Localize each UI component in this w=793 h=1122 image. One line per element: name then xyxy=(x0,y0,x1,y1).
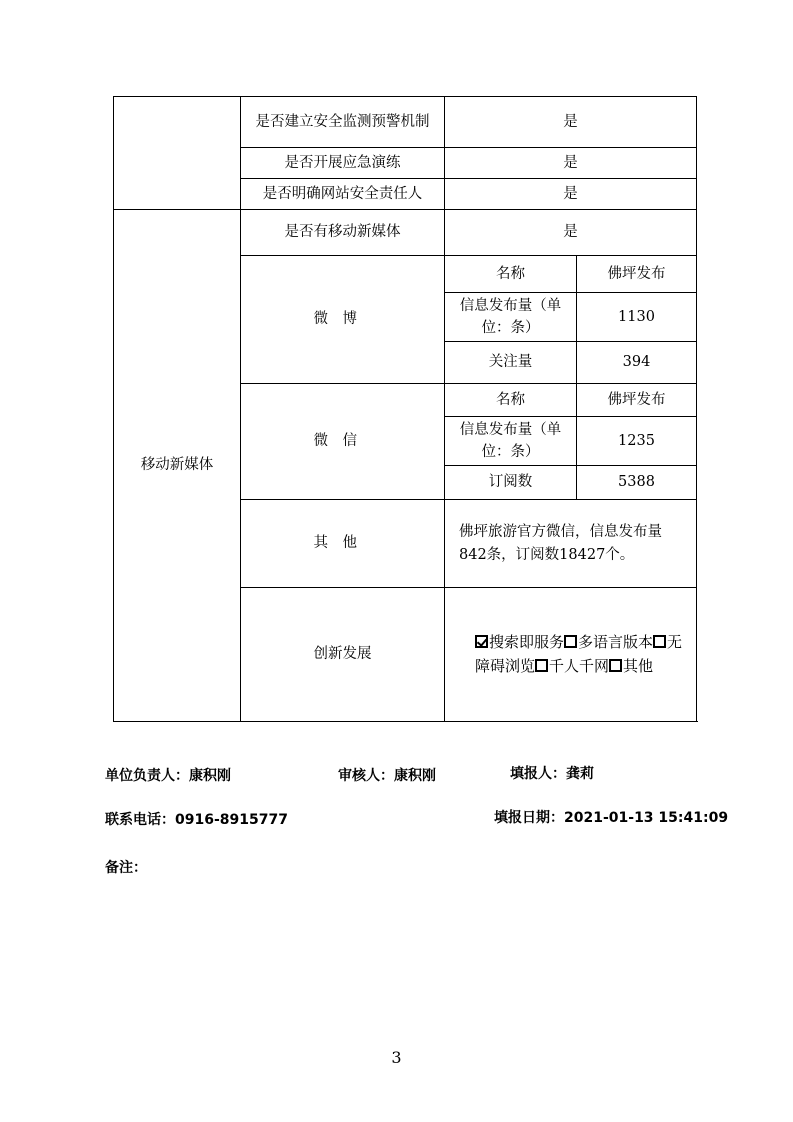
checkbox-label-5: 其他 xyxy=(623,656,654,675)
other-label: 其他 xyxy=(241,500,445,588)
weibo-name-value: 佛坪发布 xyxy=(577,256,697,293)
reviewer: 审核人：康积刚 xyxy=(338,768,436,784)
page-number: 3 xyxy=(391,1048,402,1067)
weibo-follow-label: 关注量 xyxy=(445,342,577,384)
weixin-label: 微信 xyxy=(241,384,445,500)
weibo-name-label: 名称 xyxy=(445,256,577,293)
checkbox-label-1: 搜索即服务 xyxy=(489,633,565,652)
weibo-count-label: 信息发布量（单位：条） xyxy=(445,293,577,342)
media-section-label: 移动新媒体 xyxy=(114,210,241,722)
monitor-value: 是 xyxy=(445,97,697,148)
weixin-name-label: 名称 xyxy=(445,384,577,417)
security-section-cell xyxy=(114,97,241,210)
other-value: 佛坪旅游官方微信，信息发布量842条，订阅数18427个。 xyxy=(445,500,697,588)
checkbox-label-2: 多语言版本 xyxy=(578,633,654,652)
filler: 填报人：龚莉 xyxy=(510,766,594,782)
drill-label: 是否开展应急演练 xyxy=(241,148,445,179)
fill-date: 填报日期：2021-01-13 15:41:09 xyxy=(494,810,729,826)
checkbox-3[interactable] xyxy=(653,635,666,648)
unit-head: 单位负责人：康积刚 xyxy=(105,768,231,784)
innovation-options xyxy=(445,588,697,722)
checkbox-1[interactable] xyxy=(475,635,488,648)
weixin-count-label: 信息发布量（单位：条） xyxy=(445,417,577,466)
checkbox-label-4: 千人千网 xyxy=(549,656,610,675)
checkbox-5[interactable] xyxy=(609,659,622,672)
checkbox-label-3: 无障碍浏览 xyxy=(475,633,683,675)
weibo-follow-value: 394 xyxy=(577,342,697,384)
has-media-label: 是否有移动新媒体 xyxy=(241,210,445,256)
weibo-count-value: 1130 xyxy=(577,293,697,342)
checkbox-2[interactable] xyxy=(564,635,577,648)
weixin-count-value: 1235 xyxy=(577,417,697,466)
drill-value: 是 xyxy=(445,148,697,179)
checkbox-4[interactable] xyxy=(535,659,548,672)
weixin-sub-label: 订阅数 xyxy=(445,466,577,500)
monitor-label: 是否建立安全监测预警机制 xyxy=(241,97,445,148)
weixin-name-value: 佛坪发布 xyxy=(577,384,697,417)
remark-label: 备注： xyxy=(105,860,147,876)
has-media-value: 是 xyxy=(445,210,697,256)
innovation-section-label: 创新发展 xyxy=(241,588,445,722)
weixin-sub-value: 5388 xyxy=(577,466,697,500)
weibo-label: 微博 xyxy=(241,256,445,384)
contact-phone: 联系电话：0916-8915777 xyxy=(105,812,288,828)
owner-label: 是否明确网站安全责任人 xyxy=(241,179,445,210)
owner-value: 是 xyxy=(445,179,697,210)
report-table xyxy=(113,96,697,722)
